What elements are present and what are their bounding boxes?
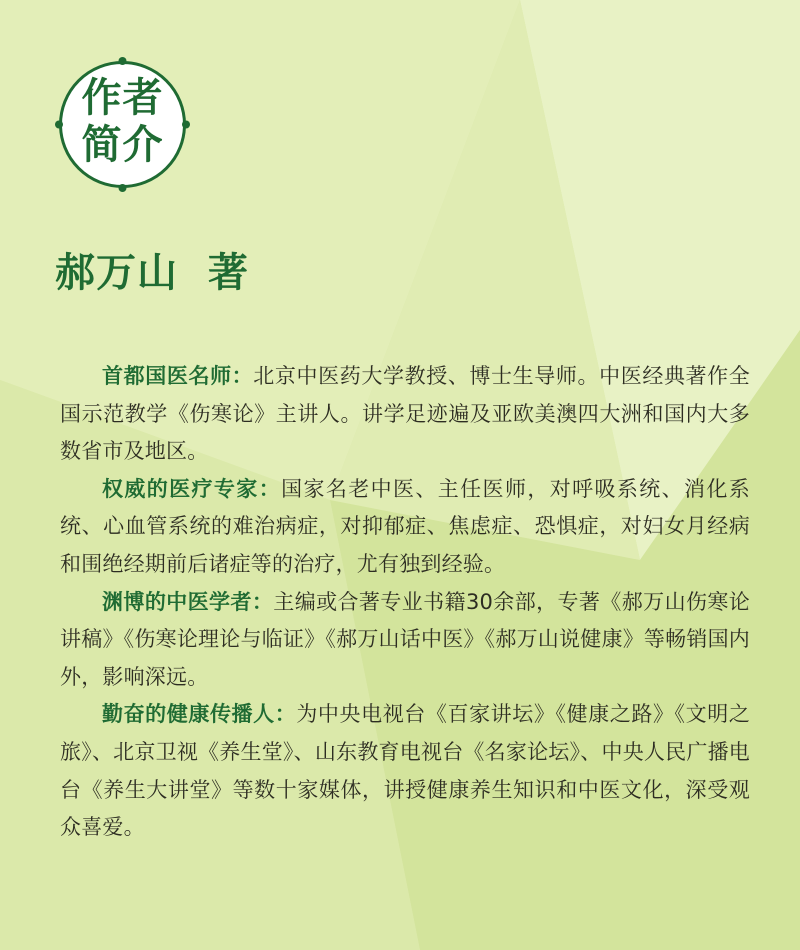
bio-text-4: 为中央电视台《百家讲坛》《健康之路》《文明之旅》、北京卫视《养生堂》、山东教育电视台《名家论坛》、中央人民广播电台《养生大讲堂》等数十家媒体，讲授健康养生知识和中医文化，深受观众喜爱。 xyxy=(60,702,750,840)
badge-line-2: 简介 xyxy=(81,122,164,168)
bio-text-1: 北京中医药大学教授、博士生导师。中医经典著作全国示范教学《伤寒论》主讲人。讲学足迹遍及亚欧美澳四大洲和国内大多数省市及地区。 xyxy=(60,364,750,464)
badge-title xyxy=(55,75,190,169)
bio-text-2: 国家名老中医、主任医师，对呼吸系统、消化系统、心血管系统的难治病症，对抑郁症、焦虑症、恐惧症，对妇女月经病和围绝经期前后诸症等的治疗，尤有独到经验。 xyxy=(60,476,750,576)
bio-lead-2: 权威的医疗专家： xyxy=(102,476,282,501)
bio-paragraph-2 xyxy=(60,471,750,584)
bio-text-3: 主编或合著专业书籍30余部，专著《郝万山伤寒论讲稿》《伤寒论理论与临证》《郝万山话中医》《郝万山说健康》等畅销国内外，影响深远。 xyxy=(60,589,750,689)
bio-paragraph-4 xyxy=(60,696,750,846)
bio-paragraph-1 xyxy=(60,358,750,471)
author-name: 郝万山 xyxy=(55,250,178,296)
author-heading xyxy=(55,245,249,301)
author-bio xyxy=(60,358,750,847)
bio-lead-3: 渊博的中医学者： xyxy=(102,589,274,614)
badge-line-1: 作者 xyxy=(81,75,164,121)
bio-paragraph-3 xyxy=(60,584,750,697)
author-role: 著 xyxy=(207,250,249,296)
bio-lead-4: 勤奋的健康传播人： xyxy=(102,702,297,727)
section-badge xyxy=(55,57,190,192)
bio-lead-1: 首都国医名师： xyxy=(102,364,254,388)
